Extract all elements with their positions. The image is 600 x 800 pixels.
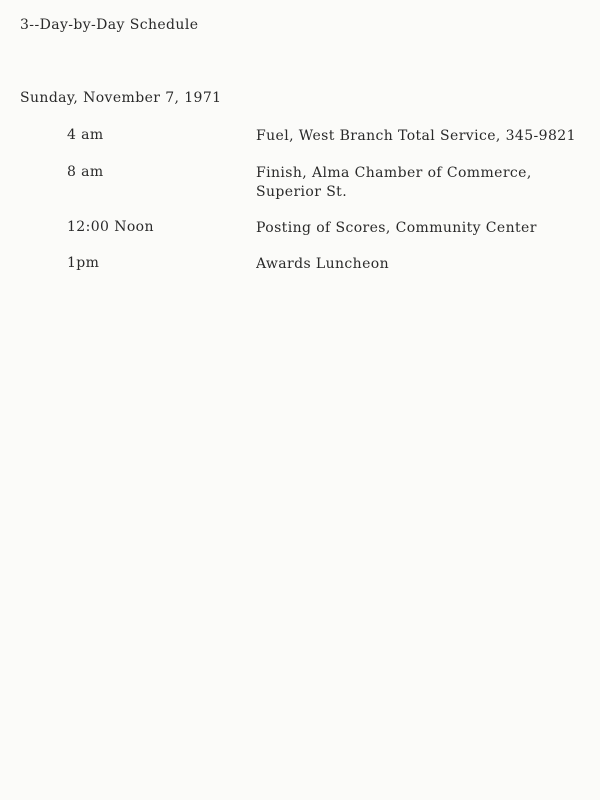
entry-time: 4 am	[67, 127, 104, 143]
entry-time: 1pm	[67, 255, 100, 271]
entry-description-line: Finish, Alma Chamber of Commerce,	[256, 165, 532, 181]
entry-description-line: Awards Luncheon	[256, 256, 390, 272]
day-heading: Sunday, November 7, 1971	[20, 90, 222, 106]
entry-description	[256, 127, 600, 146]
entry-time: 12:00 Noon	[67, 219, 154, 235]
entry-description-line: Superior St.	[256, 184, 348, 200]
entry-description-line: Posting of Scores, Community Center	[256, 220, 537, 236]
page-header: 3--Day-by-Day Schedule	[20, 17, 199, 33]
entry-description	[256, 219, 600, 238]
entry-description	[256, 164, 600, 202]
entry-time: 8 am	[67, 164, 104, 180]
entry-description-line: Fuel, West Branch Total Service, 345-9821	[256, 128, 576, 144]
entry-description	[256, 255, 600, 274]
